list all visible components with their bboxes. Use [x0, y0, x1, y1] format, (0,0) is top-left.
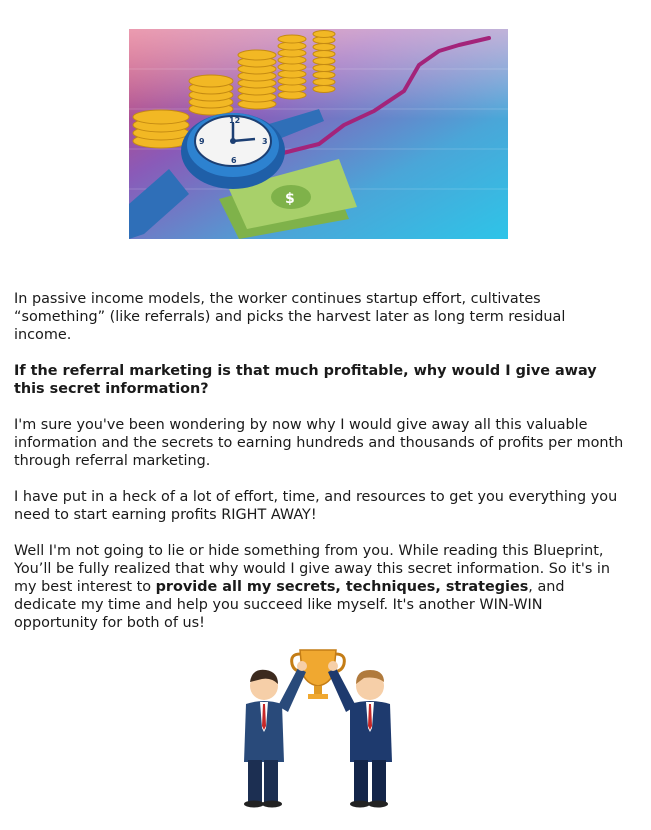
svg-text:12: 12	[229, 116, 241, 125]
svg-text:3: 3	[262, 137, 268, 146]
svg-text:$: $	[285, 191, 295, 207]
honest-paragraph	[14, 542, 624, 632]
stopwatch-icon	[181, 113, 285, 189]
article-body	[14, 290, 624, 650]
effort-paragraph: I have put in a heck of a lot of effort, time, and resources to get you everything you need to start earning profits RIGHT AWAY!	[14, 489, 618, 523]
wondering-paragraph: I'm sure you've been wondering by now why I would give away all this valuable information and the secrets to earning hundreds and thousands of profits per month through referral marketing.	[14, 417, 624, 469]
svg-text:9: 9	[199, 137, 205, 146]
honest-paragraph-part2: , and dedicate my time and help you succeed like myself. It's another WIN-WIN opportunity for both of us!	[14, 579, 565, 631]
left-businessman-icon	[244, 661, 307, 808]
honest-paragraph-bold: provide all my secrets, techniques, strategies	[155, 579, 529, 595]
honest-paragraph-part1: Well I'm not going to lie or hide something from you. While reading this Blueprint, You’ll be fully realized that why would I give away this secret information. So it's in my best interest to	[14, 543, 611, 595]
intro-paragraph: In passive income models, the worker continues startup effort, cultivates “something” (like referrals) and picks the harvest later as long term residual income.	[14, 291, 566, 343]
hero-illustration	[129, 29, 508, 239]
svg-text:6: 6	[231, 156, 237, 165]
right-businessman-icon	[328, 661, 392, 808]
question-heading: If the referral marketing is that much profitable, why would I give away this secret information?	[14, 363, 597, 397]
businessmen-trophy-illustration	[238, 642, 398, 808]
